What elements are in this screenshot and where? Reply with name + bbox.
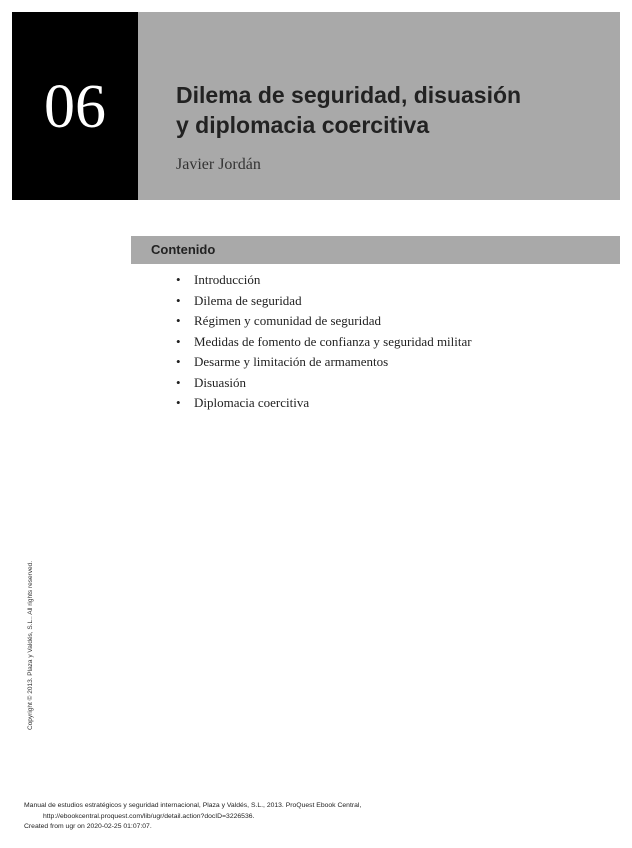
contents-item bbox=[176, 270, 472, 291]
bullet-icon: • bbox=[176, 333, 181, 349]
bullet-icon: • bbox=[176, 354, 181, 369]
contents-item-label: Régimen y comunidad de seguridad bbox=[194, 313, 382, 328]
contents-item bbox=[176, 291, 472, 312]
contents-item bbox=[176, 373, 472, 394]
footer-line-2: http://ebookcentral.proquest.com/lib/ugr/detail.action?docID=3226536. bbox=[43, 812, 255, 820]
contents-list bbox=[176, 270, 472, 414]
contents-item-label: Dilema de seguridad bbox=[194, 292, 302, 308]
footer-citation bbox=[24, 801, 614, 833]
chapter-title-line-1: Dilema de seguridad, disuasión bbox=[176, 82, 522, 108]
contents-item bbox=[176, 332, 472, 353]
contents-item-label: Desarme y limitación de armamentos bbox=[194, 354, 389, 369]
contents-item-label: Disuasión bbox=[194, 374, 246, 390]
footer-line-1: Manual de estudios estratégicos y seguridad internacional, Plaza y Valdés, S.L., 2013. ProQuest Ebook Central, bbox=[24, 802, 362, 809]
bullet-icon: • bbox=[176, 292, 181, 308]
bullet-icon: • bbox=[176, 272, 181, 287]
contents-heading: Contenido bbox=[151, 242, 216, 257]
bullet-icon: • bbox=[176, 395, 181, 410]
chapter-number-box bbox=[12, 12, 138, 200]
contents-item bbox=[176, 393, 472, 414]
contents-bar bbox=[131, 236, 620, 264]
chapter-header bbox=[12, 12, 620, 200]
chapter-number: 06 bbox=[44, 73, 106, 141]
contents-item-label: Introducción bbox=[194, 272, 261, 287]
contents-item bbox=[176, 352, 472, 373]
contents-item-label: Medidas de fomento de confianza y seguridad militar bbox=[194, 333, 472, 349]
author-name: Javier Jordán bbox=[176, 156, 261, 173]
footer-line-3: Created from ugr on 2020-02-25 01:07:07. bbox=[24, 823, 152, 830]
bullet-icon: • bbox=[176, 313, 181, 328]
chapter-title bbox=[176, 80, 606, 140]
bullet-icon: • bbox=[176, 374, 181, 390]
contents-item-label: Diplomacia coercitiva bbox=[194, 395, 310, 410]
side-copyright-notice: Copyright © 2013. Plaza y Valdés, S.L.. All rights reserved. bbox=[27, 560, 34, 730]
contents-item bbox=[176, 311, 472, 332]
chapter-title-line-2: y diplomacia coercitiva bbox=[176, 112, 430, 138]
